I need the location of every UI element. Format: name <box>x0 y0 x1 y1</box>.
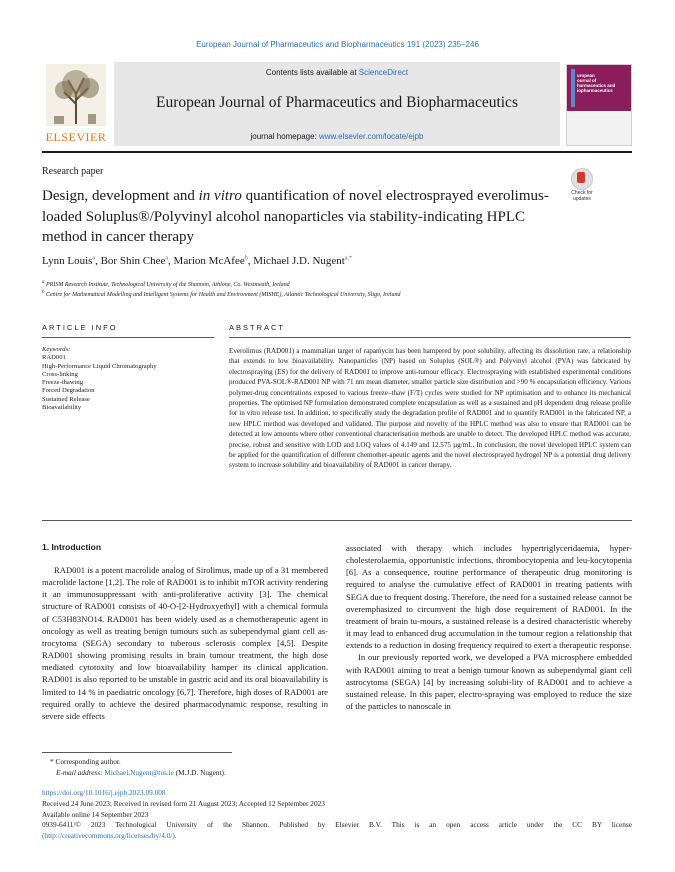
divider <box>42 337 214 338</box>
copyright: 0939-6411/© 2023 Technological University of the Shannon. Published by Elsevier B.V. This is an open access article under the CC BY license <box>42 820 632 829</box>
author-list: Lynn Louis$^a$, Bor Shin Chee$^a$, Marion McAfee$^b$, Michael J.D. Nugent$^{a,*}$ <box>42 255 353 267</box>
affiliation: $^a$ PRISM Research Institute, Technological University of the Shannon, Athlone, Co. Westmeath, Ireland <box>42 280 290 288</box>
keyword: Freeze-thawing <box>42 379 84 387</box>
elsevier-logo[interactable] <box>42 62 110 146</box>
body-column-left <box>42 564 328 722</box>
author-name[interactable]: Michael J.D. Nugent <box>253 255 345 267</box>
keyword: Sustained Release <box>42 395 90 403</box>
keyword: Cross-linking <box>42 370 78 378</box>
footnote-rule <box>42 752 232 753</box>
email-link[interactable]: Michael.Nugent@tus.ie <box>104 768 174 777</box>
journal-title: European Journal of Pharmaceutics and Biopharmaceutics <box>156 94 518 111</box>
divider <box>229 337 631 338</box>
doi-link[interactable]: https://doi.org/10.1016/j.ejpb.2023.09.008 <box>42 788 166 797</box>
keyword: Bioavailability <box>42 404 82 412</box>
license-link[interactable]: (http://creativecommons.org/licenses/by/4.0/). <box>42 831 177 840</box>
elsevier-wordmark: ELSEVIER <box>45 130 107 144</box>
elsevier-tree-icon <box>46 64 106 126</box>
keyword: High-Performance Liquid Chromatography <box>42 362 157 370</box>
keyword: Forced Degradation <box>42 387 95 395</box>
email-line: E-mail address: Michael.Nugent@tus.ie (M.J.D. Nugent). <box>56 768 226 777</box>
homepage-link[interactable]: www.elsevier.com/locate/ejpb <box>319 132 424 141</box>
paragraph: In our previously reported work, we developed a PVA microsphere embedded with RAD001 aiming to treat a benign tumour known as subependymal giant cell astrocytoma (SEGA) [4] by increasing solubi-lity of RAD001 and to achieve a sustained release. In this paper, electro-spraying was employed to reduce the size of the particles to nanoscale in <box>346 652 632 712</box>
journal-header <box>42 62 632 146</box>
body-column-right <box>346 542 632 712</box>
paragraph: associated with therapy which includes hypertriglyceridaemia, hyper-cholesterolaemia, opportunistic infections, thrombocytopenia and leu-kocytopenia [6]. As a consequence, routine performance of therapeutic drug monitoring is required to analyse the cumulative effect of RAD001 in treating patients with SEGA due to frequent dosing. Therefore, the need for a sustained release cannot be overemphasized to circumvent the high dose requirement of RAD001. In the treatment of brain tu-mours, a sustained release is a desired characteristic whereby it may lead to enhanced drug accumulation in the tumour region a relationship that extends to a reduction in dosing frequency required to exert a therapeutic response. <box>346 543 632 651</box>
sciencedirect-link[interactable]: ScienceDirect <box>358 68 409 77</box>
corresponding-author: * Corresponding author. <box>50 757 121 766</box>
journal-banner <box>114 62 560 146</box>
author-name[interactable]: Lynn Louis <box>42 255 93 267</box>
divider <box>42 520 632 521</box>
running-head[interactable]: European Journal of Pharmaceutics and Biopharmaceutics 191 (2023) 235–246 <box>196 40 479 49</box>
keyword: RAD001 <box>42 354 66 362</box>
update-icon <box>571 168 593 190</box>
homepage-line: journal homepage: www.elsevier.com/locate/ejpb <box>250 132 424 141</box>
keywords-block: Keywords: RAD001 High-Performance Liquid Chromatography Cross-linking Freeze-thawing Forced Degradation Sustained Release Bioavailability <box>42 346 157 412</box>
article-title: Design, development and in vitro quantification of novel electrosprayed everolimus-loaded Soluplus®/Polyvinyl alcohol nanoparticles via stability-indicating HPLC method in cancer therapy <box>42 188 549 245</box>
cover-title: uropean ournal of harmaceutics and iopharmaceutics <box>577 73 616 93</box>
abstract-heading: ABSTRACT <box>229 323 286 332</box>
available-online: Available online 14 September 2023 <box>42 810 149 819</box>
check-for-updates-button[interactable]: Check for updates <box>568 168 596 202</box>
author-name[interactable]: Marion McAfee <box>173 255 245 267</box>
article-info-heading: ARTICLE INFO <box>42 323 118 332</box>
author-name[interactable]: Bor Shin Chee <box>100 255 166 267</box>
received-dates: Received 24 June 2023; Received in revised form 21 August 2023; Accepted 12 September 2023 <box>42 799 325 808</box>
paragraph: RAD001 is a potent macrolide analog of Sirolimus, made up of a 31 membered macrolide lactone [1,2]. The role of RAD001 is to inhibit mTOR activity rendering it an immunosuppressant with anti-proliferative activity [3]. The chemical structure of RAD001 consists of 40-O-[2-Hydroxyethyl] with a chemical formula of C53H83NO14. RAD001 has been widely used as a chemotherapeutic agent in oncology as well as treating benign tumours such as subependymal giant cell as-trocytoma (SEGA) secondary to tuberous sclerosis complex [4,5]. Despite RAD001 showing promising results in brain tumour treatment, the high dose mediated cytotoxity and low bioavailability hamper its clinical application. RAD001 is also reported to be unstable in gastric acid and its oral bioavailability is limited to 14 % in paediatric oncology [6,7]. Therefore, high doses of RAD001 are required orally to achieve the desired pharmacodynamic response, resulting in severe side effects <box>42 565 328 721</box>
header-rule <box>42 151 632 153</box>
section-heading: 1. Introduction <box>42 542 102 552</box>
article-type: Research paper <box>42 166 104 177</box>
journal-cover[interactable] <box>564 62 632 146</box>
abstract-text: Everolimus (RAD001) a mammalian target of rapamycin has been hampered by poor solubility, affecting its dissolution rate, a relationship that extends to low bioavailability. Nanoparticles (NP) based on Soluplus (SOL®) and Polyvinyl alcohol (PVA) was fabricated by electrospraying (ES) for the delivery of RAD001 to improve anti-tumour efficacy. Electrospraying with established experimental conditions produced PVA-SOL®-RAD001 NP with 71 nm mean diameter, smaller particle size distribution and >90 % encapsulation efficiency. Various polymer-drug concentrations exposed to various freeze–thaw (F/T) cycles were studied for NP optimisation and to enhance its mechanical properties. The optimised NP formulation demonstrated complete encapsulation as well as a sustained and pH dependent drug release profile for in vitro release test. In addition, to specifically study the degradation profile of RAD001 and to quantify RAD001 in the fabricated NP, a new HPLC method was developed and validated. The purpose and novelty of the HPLC method was also to ensure that RAD001 can be detected at low amounts where other conventional characterisation methods are unable to detect. The developed HPLC method was accurate, precise, robust and sensitive with LOD and LOQ values of 4.149 and 12.575 µg/mL. In conclusion, the novel developed HPLC system can be applied for the quantification of different chemother-apeutic agents and the novel electrosprayed hydrogel NP is a potential drug delivery system to increase solubility and bioavailability of RAD001 in cancer therapy. <box>229 347 631 470</box>
contents-line: Contents lists available at ScienceDirect <box>265 68 409 77</box>
affiliation: $^b$ Centre for Mathematical Modelling and Intelligent Systems for Health and Environment (MISHE), Atlantic Technological University, Sligo, Ireland <box>42 290 401 298</box>
